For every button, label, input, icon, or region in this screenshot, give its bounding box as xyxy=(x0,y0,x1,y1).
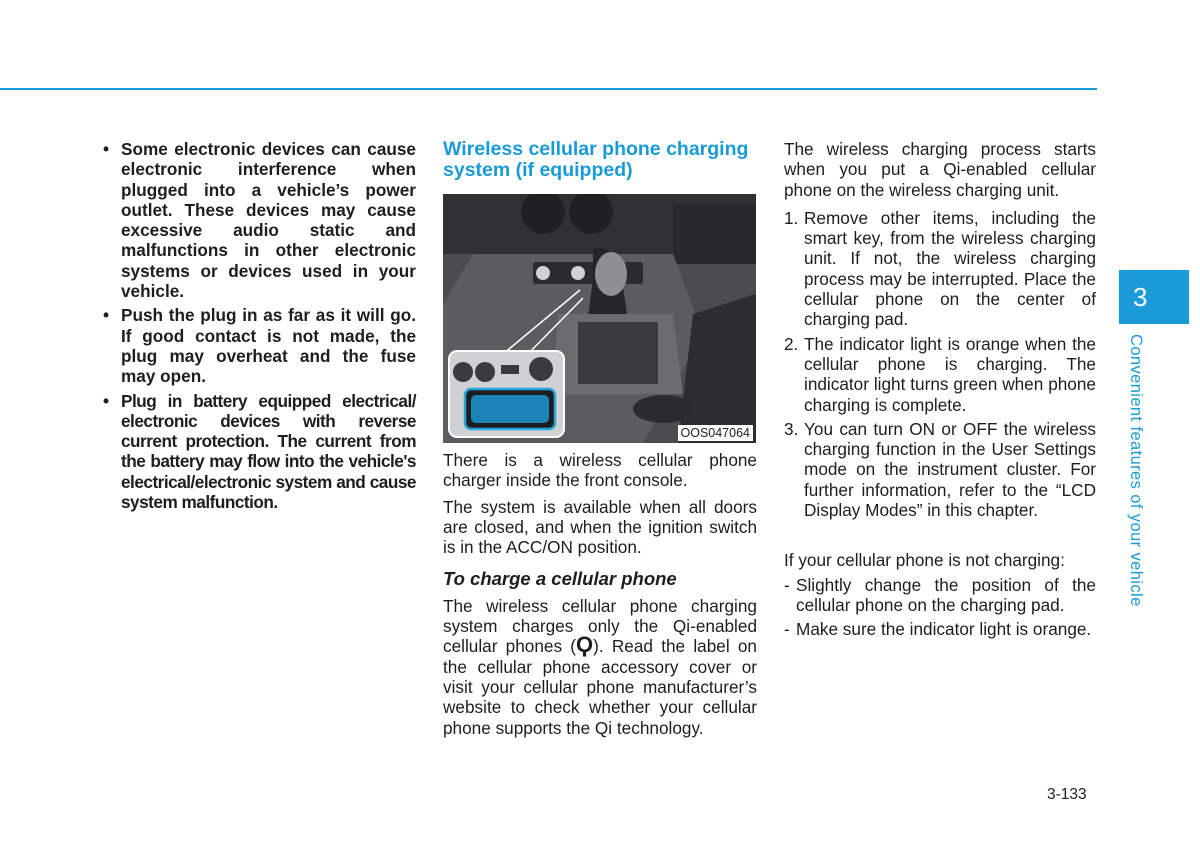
left-column xyxy=(103,139,416,516)
console-illustration xyxy=(443,194,756,443)
list-item: 3. You can turn ON or OFF the wireless charging function in the User Settings mode on the instrument cluster. For further information, refer to the “LCD Display Modes” in this chapter. xyxy=(784,418,1096,521)
page-number: 3-133 xyxy=(1047,786,1087,803)
steps-list xyxy=(784,208,1096,520)
list-item: 2. The indicator light is orange when the cellular phone is charging. The indicator light turns green when phone charging is complete. xyxy=(784,333,1096,415)
qi-logo-icon: Ϙ xyxy=(576,632,594,658)
middle-column xyxy=(443,139,757,744)
chapter-title: Convenient features of your vehicle xyxy=(1127,334,1145,607)
right-column xyxy=(784,139,1096,644)
not-charging-paragraph: If your cellular phone is not charging: xyxy=(784,550,1065,571)
header-rule xyxy=(0,88,1097,90)
availability-paragraph: The system is available when all doors are closed, and when the ignition switch is in the ACC/ON position. xyxy=(443,496,757,558)
process-paragraph: The wireless charging process starts when you put a Qi-enabled cellular phone on the wireless charging unit. xyxy=(784,139,1096,200)
list-item: • Plug in battery equipped electrical/ electronic devices with reverse current protection. The current from the battery may flow into the vehicle's electrical/electronic system and cause system malfunction. xyxy=(103,390,416,513)
list-item: - Slightly change the position of the cellular phone on the charging pad. xyxy=(784,574,1096,615)
caution-list xyxy=(103,139,416,512)
console-photo xyxy=(443,194,756,443)
qi-paragraph: The wireless cellular phone charging system charges only the Qi-enabled cellular phones (Ϙ). Read the label on the cellular phone accessory cover or visit your cellular phone manufacturer’s website to check whether your cellular phone supports the Qi technology. xyxy=(443,595,757,738)
intro-paragraph: There is a wireless cellular phone charger inside the front console. xyxy=(443,450,757,491)
list-item: • Push the plug in as far as it will go. If good contact is not made, the plug may overheat and the fuse may open. xyxy=(103,305,416,387)
list-item: 1. Remove other items, including the smart key, from the wireless charging unit. If not, the wireless charging process may be interrupted. Place the cellular phone on the center of charging pad. xyxy=(784,207,1096,330)
list-item: - Make sure the indicator light is orange. xyxy=(784,619,1092,640)
figure-code: OOS047064 xyxy=(678,425,754,441)
chapter-tab: 3 xyxy=(1119,270,1189,324)
troubleshoot-list xyxy=(784,575,1096,640)
subheading: To charge a cellular phone xyxy=(443,568,677,590)
list-item: • Some electronic devices can cause electronic interference when plugged into a vehicle’s power outlet. These devices may cause excessive audio static and malfunctions in other electronic systems or devices used in your vehicle. xyxy=(103,139,416,302)
section-heading: Wireless cellular phone charging system (if equipped) xyxy=(443,138,749,181)
